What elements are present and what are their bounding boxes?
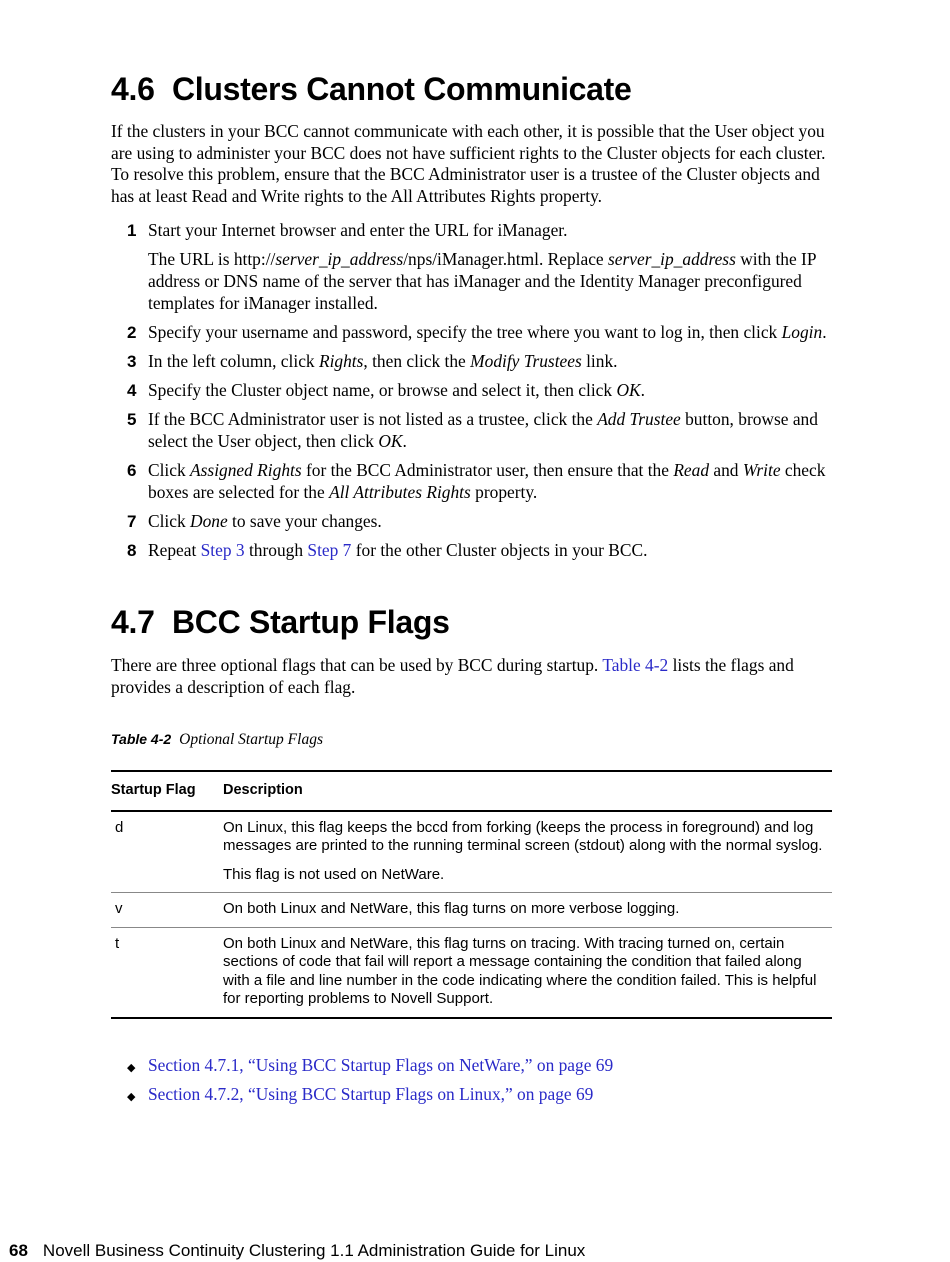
step-item — [111, 322, 836, 344]
section-title: BCC Startup Flags — [172, 604, 450, 640]
step-text: Click Done to save your changes. — [148, 511, 382, 532]
column-header-description: Description — [223, 771, 832, 811]
step-text: Start your Internet browser and enter the URL for iManager. — [148, 220, 568, 240]
step-3-link[interactable]: Step 3 — [200, 540, 245, 561]
step-text: Specify the Cluster object name, or browse and select it, then click OK. — [148, 380, 645, 401]
book-title: Novell Business Continuity Clustering 1.1 Administration Guide for Linux — [42, 1241, 586, 1260]
diamond-bullet-icon: ◆ — [127, 1091, 136, 1104]
table-caption — [111, 729, 323, 750]
step-text: In the left column, click Rights, then click the Modify Trustees link. — [148, 351, 618, 372]
description-cell: On both Linux and NetWare, this flag turns on tracing. With tracing turned on, certain sections of code that fail will report a message containing the condition that failed along with a file and line number in the code indicating where the condition failed. This is helpful for reporting problems to Novell Support. — [223, 927, 832, 1018]
startup-flags-table — [111, 770, 832, 1019]
table-row — [111, 927, 832, 1018]
step-item — [111, 409, 836, 452]
procedure-steps — [111, 220, 836, 570]
table-4-2-link[interactable]: Table 4-2 — [602, 655, 669, 675]
step-number: 5 — [127, 410, 137, 430]
section-4-7-1-link[interactable]: Section 4.7.1, “Using BCC Startup Flags on NetWare,” on page 69 — [148, 1055, 614, 1075]
flag-cell: t — [111, 927, 223, 1018]
section-heading-4-7 — [111, 604, 450, 640]
section-number: 4.7 — [111, 604, 155, 640]
step-text: If the BCC Administrator user is not listed as a trustee, click the Add Trustee button, browse and select the User object, then click OK. — [148, 409, 818, 452]
step-text: Click Assigned Rights for the BCC Administrator user, then ensure that the Read and Write check boxes are selected for the All Attributes Rights property. — [148, 460, 826, 503]
table-row — [111, 811, 832, 893]
table-row — [111, 893, 832, 928]
section-4-7-2-link[interactable]: Section 4.7.2, “Using BCC Startup Flags on Linux,” on page 69 — [148, 1084, 594, 1105]
step-text: Repeat Step 3 through Step 7 for the other Cluster objects in your BCC. — [148, 540, 648, 561]
description-cell: On both Linux and NetWare, this flag turns on more verbose logging. — [223, 893, 832, 928]
section-title: Clusters Cannot Communicate — [172, 71, 632, 107]
section-intro-paragraph: If the clusters in your BCC cannot communicate with each other, it is possible that the User object you are using to administer your BCC does not have sufficient rights to the Cluster objects for each cluster. To resolve this problem, ensure that the BCC Administrator user is a trustee of the Cluster objects and has at least Read and Write rights to the All Attributes Rights property. — [111, 121, 826, 207]
step-number: 1 — [127, 221, 137, 240]
step-item — [111, 380, 836, 402]
subsection-links-list — [127, 1055, 613, 1113]
step-detail: The URL is http://server_ip_address/nps/iManager.html. Replace server_ip_address with the IP address or DNS name of the server that has iManager and the Identity Manager preconfigured templates for iManager installed. — [148, 249, 816, 313]
flag-cell: d — [111, 811, 223, 893]
page-number: 68 — [9, 1241, 28, 1260]
step-number: 3 — [127, 352, 137, 372]
table-caption-text: Optional Startup Flags — [179, 731, 323, 748]
step-7-link[interactable]: Step 7 — [307, 540, 352, 561]
section-heading-4-6 — [111, 71, 632, 107]
section-number: 4.6 — [111, 71, 155, 107]
list-item — [127, 1084, 613, 1106]
step-number: 7 — [127, 512, 137, 532]
table-header-row — [111, 771, 832, 811]
section-intro-paragraph: There are three optional flags that can be used by BCC during startup. Table 4-2 lists the flags and provides a description of each flag. — [111, 655, 794, 697]
column-header-flag: Startup Flag — [111, 771, 223, 811]
step-item — [111, 220, 836, 314]
step-item — [111, 540, 836, 562]
step-number: 6 — [127, 461, 137, 481]
step-number: 2 — [127, 322, 137, 342]
diamond-bullet-icon: ◆ — [127, 1062, 136, 1074]
page-footer — [9, 1240, 585, 1262]
description-cell: On Linux, this flag keeps the bccd from forking (keeps the process in foreground) and log messages are printed to the running terminal screen (stdout) along with the normal syslog. This flag is not used on NetWare. — [223, 811, 832, 893]
step-item — [111, 511, 836, 533]
step-item — [111, 351, 836, 373]
list-item — [127, 1055, 613, 1077]
table-caption-label: Table 4-2 — [111, 731, 172, 747]
flag-cell: v — [111, 893, 223, 928]
step-item — [111, 460, 836, 503]
step-text: Specify your username and password, specify the tree where you want to log in, then click Login. — [148, 321, 827, 342]
step-number: 8 — [127, 541, 137, 561]
step-number: 4 — [127, 381, 137, 401]
